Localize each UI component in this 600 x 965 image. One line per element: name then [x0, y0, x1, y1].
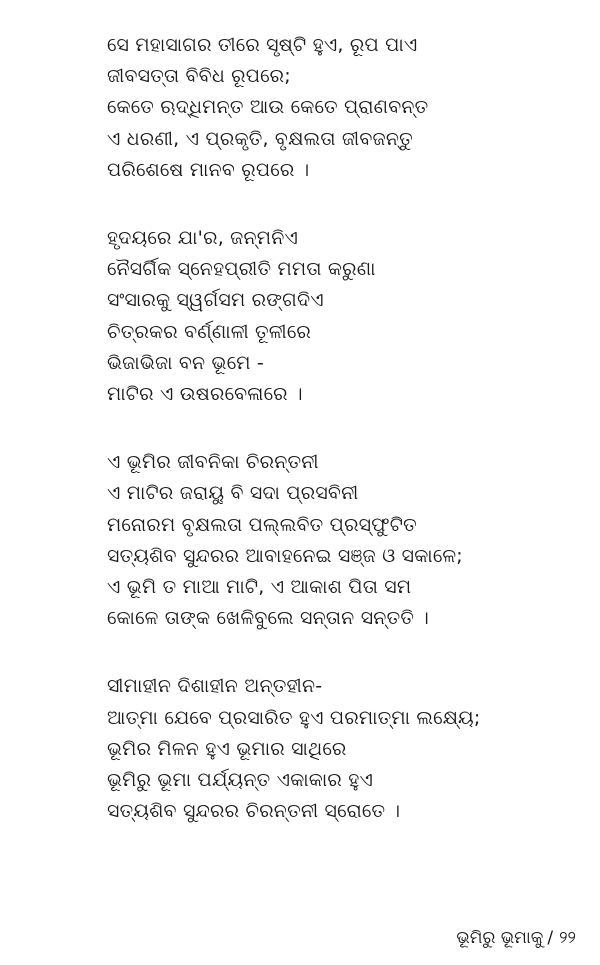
poem-line: ଏ ଭୂମିର ଜୀବନିକା ଚିରନ୍ତନୀ	[107, 451, 319, 474]
poem-line: ସୀମାହୀନ ଦିଶାହୀନ ଅନ୍ତହୀନ-	[107, 675, 323, 698]
poem-line: କେତେ ଋଦ୍ଧିମନ୍ତ ଆଉ କେତେ ପ୍ରାଣବନ୍ତ	[107, 96, 429, 119]
book-title: ଭୂମିରୁ ଭୂମାକୁ	[456, 928, 544, 948]
poem-line: ଭୂମିର ମିଳନ ହୁଏ ଭୂମାର ସାଥିରେ	[107, 737, 347, 760]
stanza-3	[107, 447, 577, 634]
poem-line: ସତ୍ୟଶିବ ସୁନ୍ଦରର ଆବାହନେଇ ସଞ୍ଜ ଓ ସକାଳେ;	[107, 544, 463, 567]
poem-line: ସତ୍ୟଶିବ ସୁନ୍ଦରର ଚିରନ୍ତନୀ ସ୍ରୋତେ ।	[107, 800, 401, 823]
poem-line: ନୈସର୍ଗିକ ସ୍ନେହପ୍ରୀତି ମମତା କରୁଣା	[107, 258, 376, 281]
stanza-2	[107, 223, 577, 410]
poem-line: ହୃଦୟରେ ଯା'ର, ଜନ୍ମନିଏ	[107, 227, 299, 250]
poem-body	[107, 30, 577, 864]
poem-line: ଭିଜାଭିଜା ବନ ଭୂମେ -	[107, 351, 264, 374]
poem-line: ଏ ଭୂମି ତ ମାଆ ମାଟି, ଏ ଆକାଶ ପିତା ସମ	[107, 576, 412, 599]
poem-line: ମନୋରମ ବୃକ୍ଷଲତା ପଲ୍ଲବିତ ପ୍ରସ୍ଫୁଟିତ	[107, 513, 417, 536]
poem-line: ଏ ଧରଣୀ, ଏ ପ୍ରକୃତି, ବୃକ୍ଷଲତା ଜୀବଜନ୍ତୁ	[107, 127, 413, 150]
page-number: ୨୨	[559, 928, 576, 948]
stanza-1	[107, 30, 577, 186]
page-footer	[456, 927, 576, 949]
poem-line: ଆତ୍ମା ଯେବେ ପ୍ରସାରିତ ହୁଏ ପରମାତ୍ମା ଲକ୍ଷ୍ୟେ;	[107, 706, 481, 729]
poem-line: ଜୀବସତ୍ତା ବିବିଧ ରୂପରେ;	[107, 65, 291, 88]
poem-line: ପରିଶେଷେ ମାନବ ରୂପରେ ।	[107, 158, 310, 181]
poem-line: ଚିତ୍ରକର ବର୍ଣ୍ଣାଳୀ ତୂଳୀରେ	[107, 320, 311, 343]
poem-line: କୋଳେ ତାଙ୍କ ଖେଳିବୁଲେ ସନ୍ତାନ ସନ୍ତତି ।	[107, 607, 430, 630]
poem-line: ଭୂମିରୁ ଭୂମା ପର୍ଯ୍ୟନ୍ତ ଏକାକାର ହୁଏ	[107, 769, 374, 792]
poem-line: ସେ ମହାସାଗର ତୀରେ ସୃଷ୍ଟି ହୁଏ, ରୂପ ପାଏ	[107, 34, 418, 56]
stanza-4	[107, 671, 577, 827]
footer-separator: /	[547, 928, 554, 948]
poem-line: ମାଟିର ଏ ଉଷରବେଳାରେ ।	[107, 383, 303, 406]
poem-line: ଏ ମାଟିର ଜରାୟୁ ବି ସଦା ପ୍ରସବିନୀ	[107, 482, 359, 505]
poem-line: ସଂସାରକୁ ସ୍ୱର୍ଗସମ ରଙ୍ଗଦିଏ	[107, 289, 324, 312]
